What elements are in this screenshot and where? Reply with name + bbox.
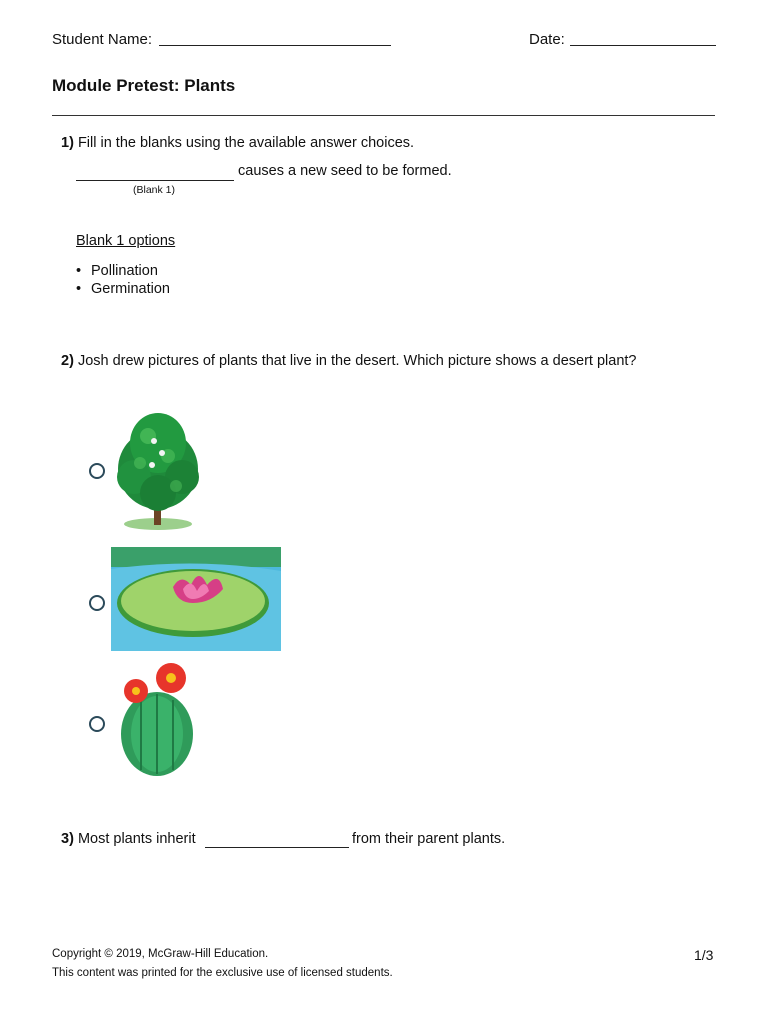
cactus-image bbox=[111, 660, 206, 778]
choice-cactus-radio[interactable] bbox=[89, 716, 105, 732]
blank-1-caption: (Blank 1) bbox=[133, 184, 176, 196]
question-1-text: Fill in the blanks using the available answer choices. bbox=[77, 135, 415, 151]
license-notice: This content was printed for the exclusive use of licensed students. bbox=[52, 967, 393, 979]
question-3-text-before: Most plants inherit bbox=[77, 831, 196, 847]
student-name-label: Student Name: bbox=[52, 31, 153, 48]
student-info-row bbox=[52, 31, 715, 53]
student-name-field[interactable] bbox=[159, 45, 391, 46]
question-1-prompt bbox=[61, 135, 414, 151]
page-number: 1/3 bbox=[694, 947, 714, 963]
list-item: • Germination bbox=[76, 281, 170, 299]
question-2-prompt bbox=[61, 353, 636, 369]
date-field[interactable] bbox=[570, 45, 716, 46]
question-3-text-after: from their parent plants. bbox=[352, 831, 506, 847]
choice-tree-radio[interactable] bbox=[89, 463, 105, 479]
tree-image bbox=[110, 401, 210, 534]
blank-1-options-list bbox=[76, 263, 170, 298]
water-lily-image bbox=[111, 547, 281, 651]
question-2-number: 2) bbox=[61, 353, 74, 369]
blank-1-options-label: Blank 1 options bbox=[76, 233, 176, 249]
question-3-number: 3) bbox=[61, 831, 74, 847]
copyright-text: Copyright © 2019, McGraw-Hill Education. bbox=[52, 948, 269, 960]
question-1-sentence: causes a new seed to be formed. bbox=[238, 163, 452, 179]
question-1-number: 1) bbox=[61, 135, 74, 151]
question-3-blank-field[interactable] bbox=[205, 847, 349, 848]
date-label: Date: bbox=[529, 31, 565, 48]
page-title: Module Pretest: Plants bbox=[52, 76, 236, 95]
choice-water-lily-radio[interactable] bbox=[89, 595, 105, 611]
blank-1-field[interactable] bbox=[76, 180, 234, 181]
question-2-text: Josh drew pictures of plants that live in the desert. Which picture shows a desert plant? bbox=[77, 353, 637, 369]
question-3-prompt bbox=[61, 831, 196, 847]
title-divider bbox=[52, 115, 715, 116]
list-item: • Pollination bbox=[76, 263, 170, 281]
